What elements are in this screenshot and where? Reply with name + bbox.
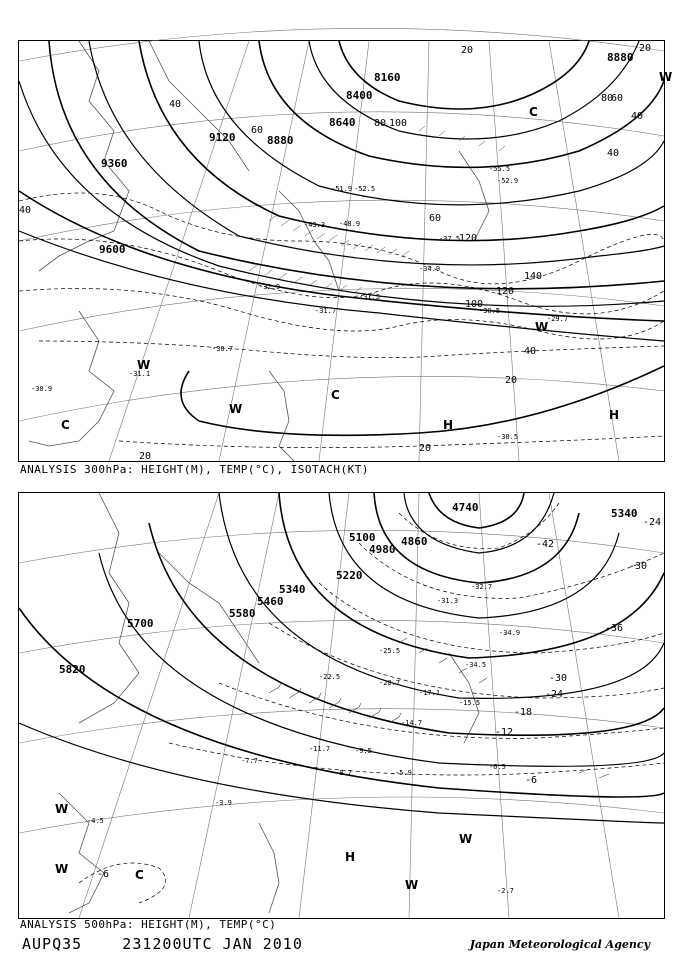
height-label: 5580 xyxy=(229,607,256,620)
isotach-label: 120 xyxy=(459,233,478,244)
system-letter: W xyxy=(535,320,549,334)
system-letter: H xyxy=(609,408,620,422)
temp-label: -30 xyxy=(549,673,568,684)
obs-value: -17.1 xyxy=(419,689,441,697)
temp-obs: -30.5 xyxy=(479,307,501,315)
isotach-label: 60 xyxy=(611,93,624,104)
obs-value: -14.7 xyxy=(401,719,423,727)
system-letter: W xyxy=(137,358,151,372)
height-label: 4980 xyxy=(369,543,396,556)
system-letter: C xyxy=(135,868,144,882)
temp-obs: -31.5 xyxy=(359,293,381,301)
obs-value: -31.3 xyxy=(437,597,459,605)
temp-obs: -37.5 xyxy=(439,235,461,243)
system-letter: W xyxy=(229,402,243,416)
isotach-label: 140 xyxy=(524,271,543,282)
isotach-label: 20 xyxy=(505,375,518,386)
system-letter: W xyxy=(55,802,69,816)
temp-obs: -55.5 xyxy=(489,165,511,173)
coastline-300 xyxy=(29,41,489,461)
isotach-label: 20 xyxy=(639,43,652,54)
height-label: 5100 xyxy=(349,531,376,544)
obs-value: -6.5 xyxy=(489,763,506,771)
isotach-label: 80 xyxy=(601,93,614,104)
temp-label: -12 xyxy=(495,727,514,738)
system-letter: C xyxy=(331,388,340,402)
height-label: 5700 xyxy=(127,617,154,630)
obs-value: -25.5 xyxy=(379,647,401,655)
height-label: 5820 xyxy=(59,663,86,676)
obs-value: -32.7 xyxy=(471,583,493,591)
obs-value: -22.5 xyxy=(319,673,341,681)
wind-barbs-500 xyxy=(269,638,609,778)
height-label: 9360 xyxy=(101,157,128,170)
isotach-label: 120 xyxy=(496,286,515,297)
temp-label: -24 xyxy=(643,517,662,528)
system-letter: C xyxy=(61,418,70,432)
obs-value: -8.7 xyxy=(335,769,352,777)
temp-label: -6 xyxy=(97,869,110,880)
system-letter: H xyxy=(443,418,454,432)
coastline-500 xyxy=(59,493,479,913)
map-500hpa xyxy=(18,492,665,919)
temp-label: -30 xyxy=(629,561,648,572)
temp-obs: -31.1 xyxy=(129,370,151,378)
height-label: 4740 xyxy=(452,501,479,514)
temp-obs: -30.9 xyxy=(31,385,53,393)
station-marks-300 xyxy=(249,126,505,297)
isotach-label: 20 xyxy=(461,45,474,56)
height-label: 9120 xyxy=(209,131,236,144)
temp-label: -42 xyxy=(536,539,555,550)
isotach-label: 60 xyxy=(251,125,264,136)
height-label: 5220 xyxy=(336,569,363,582)
height-label: 5460 xyxy=(257,595,284,608)
system-letter: H xyxy=(345,850,356,864)
system-letter: C xyxy=(529,105,538,119)
height-label: 9600 xyxy=(99,243,126,256)
height-label: 5340 xyxy=(279,583,306,596)
isotach-label: 40 xyxy=(631,111,644,122)
temp-obs: -31.7 xyxy=(315,307,337,315)
isotach-label: 40 xyxy=(607,148,620,159)
obs-value: -4.5 xyxy=(87,817,104,825)
map-300hpa xyxy=(18,40,673,462)
isotach-label: 60 xyxy=(429,213,442,224)
obs-value: -20.7 xyxy=(379,679,401,687)
isotach-label: 100 xyxy=(389,118,408,129)
obs-value: -5.9 xyxy=(395,769,412,777)
system-letter: W xyxy=(55,862,69,876)
obs-value: -3.9 xyxy=(215,799,232,807)
isotach-label: 20 xyxy=(419,443,432,454)
temp-label: -6 xyxy=(525,775,538,786)
map-500hpa-svg xyxy=(19,493,664,918)
caption-300hpa: ANALYSIS 300hPa: HEIGHT(M), TEMP(°C), ISOTACH(KT) xyxy=(20,463,370,476)
grid-500 xyxy=(19,493,664,918)
height-contours-300 xyxy=(19,41,664,435)
system-letter: W xyxy=(659,70,673,84)
temp-obs: -30.7 xyxy=(212,345,234,353)
temp-obs: -48.9 xyxy=(339,220,361,228)
obs-value: -11.7 xyxy=(309,745,331,753)
temp-label: -24 xyxy=(545,689,564,700)
chart-code: AUPQ35 231200UTC JAN 2010 xyxy=(22,935,303,953)
temp-label: -36 xyxy=(605,623,624,634)
agency-name: Japan Meteorological Agency xyxy=(469,938,650,951)
obs-value: -34.9 xyxy=(499,629,521,637)
obs-value: -9.5 xyxy=(355,747,372,755)
isotach-label: 40 xyxy=(169,99,182,110)
height-label: 5340 xyxy=(611,507,638,520)
obs-value: -34.5 xyxy=(465,661,487,669)
height-label: 8640 xyxy=(329,116,356,129)
height-label: 8400 xyxy=(346,89,373,102)
temp-obs: -51.9 xyxy=(331,185,353,193)
caption-500hpa: ANALYSIS 500hPa: HEIGHT(M), TEMP(°C) xyxy=(20,918,277,931)
temp-obs: -32.9 xyxy=(259,283,281,291)
temp-obs: -52.5 xyxy=(354,185,376,193)
isotach-label: 40 xyxy=(524,346,537,357)
isotach-label: 20 xyxy=(139,451,152,462)
temp-obs: -52.9 xyxy=(497,177,519,185)
height-label: 8880 xyxy=(267,134,294,147)
temperature-isotherms-500 xyxy=(79,503,664,903)
height-label: 8880 xyxy=(607,51,634,64)
temp-obs: -34.9 xyxy=(419,265,441,273)
isotach-label: 80 xyxy=(374,118,387,129)
obs-value: -15.5 xyxy=(459,699,481,707)
isotach-label: 40 xyxy=(19,205,32,216)
obs-value: -2.7 xyxy=(497,887,514,895)
temp-obs: -30.5 xyxy=(497,433,519,441)
height-label: 8160 xyxy=(374,71,401,84)
obs-value: -7.7 xyxy=(241,757,258,765)
temp-obs: -29.7 xyxy=(547,315,569,323)
map-300hpa-svg xyxy=(19,41,673,462)
system-letter: W xyxy=(405,878,419,892)
system-letter: W xyxy=(459,832,473,846)
temp-label: -18 xyxy=(514,707,533,718)
isotach-label: 100 xyxy=(465,299,484,310)
temp-obs: -43.3 xyxy=(304,221,326,229)
height-label: 4860 xyxy=(401,535,428,548)
